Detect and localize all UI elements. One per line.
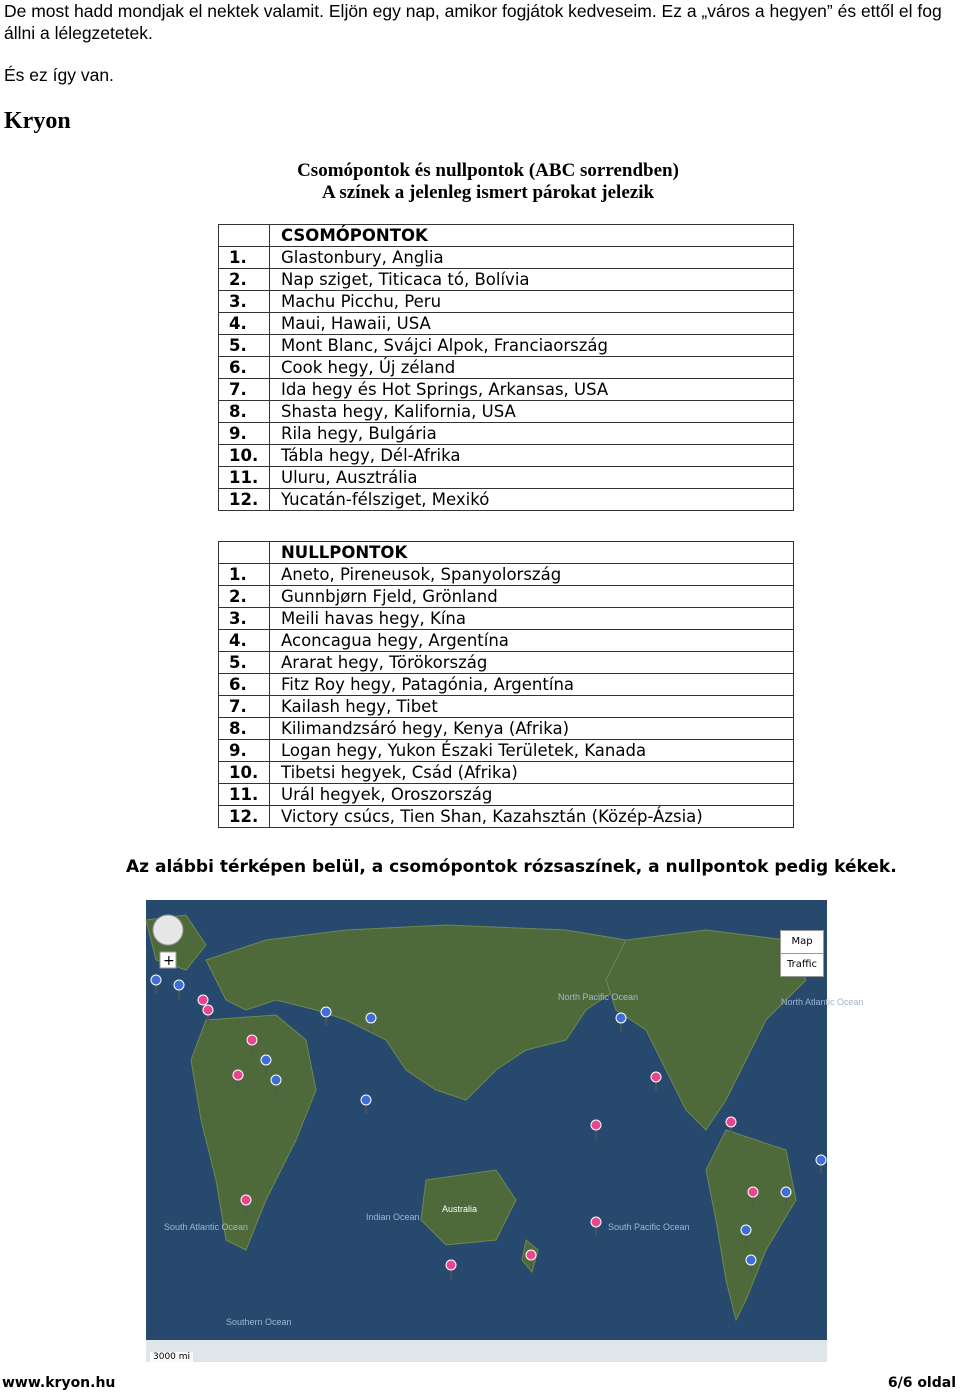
row-number: 5. bbox=[219, 335, 270, 357]
map-graphic bbox=[146, 900, 864, 1362]
table-row bbox=[219, 291, 794, 313]
row-number: 11. bbox=[219, 467, 270, 489]
nodes-title: CSOMÓPONTOK bbox=[270, 225, 794, 247]
table-row bbox=[219, 401, 794, 423]
row-location: Mont Blanc, Svájci Alpok, Franciaország bbox=[270, 335, 794, 357]
row-number: 6. bbox=[219, 357, 270, 379]
row-number: 7. bbox=[219, 696, 270, 718]
footer-site[interactable]: www.kryon.hu bbox=[2, 1375, 116, 1391]
row-number: 2. bbox=[219, 269, 270, 291]
south-america-landmass bbox=[706, 1130, 796, 1320]
author-name: Kryon bbox=[4, 108, 71, 134]
row-number: 9. bbox=[219, 423, 270, 445]
page-title: Csomópontok és nullpontok (ABC sorrendben) bbox=[297, 160, 679, 181]
table-row bbox=[219, 467, 794, 489]
row-number: 2. bbox=[219, 586, 270, 608]
row-location: Ararat hegy, Törökország bbox=[270, 652, 794, 674]
label-south-atlantic: South Atlantic Ocean bbox=[164, 1222, 249, 1232]
label-southern: Southern Ocean bbox=[226, 1317, 292, 1327]
label-south-pacific: South Pacific Ocean bbox=[608, 1222, 690, 1232]
row-location: Gunnbjørn Fjeld, Grönland bbox=[270, 586, 794, 608]
row-location: Ida hegy és Hot Springs, Arkansas, USA bbox=[270, 379, 794, 401]
africa-landmass bbox=[191, 1015, 316, 1250]
nullpoint-pin-icon[interactable] bbox=[321, 1007, 331, 1026]
row-number: 10. bbox=[219, 762, 270, 784]
nullpoint-pin-icon[interactable] bbox=[151, 975, 161, 994]
row-location: Aneto, Pireneusok, Spanyolország bbox=[270, 564, 794, 586]
row-location: Rila hegy, Bulgária bbox=[270, 423, 794, 445]
nullpoint-pin-icon[interactable] bbox=[174, 980, 184, 999]
antarctica-landmass bbox=[146, 1340, 827, 1362]
row-location: Kailash hegy, Tibet bbox=[270, 696, 794, 718]
intro-text bbox=[4, 0, 954, 86]
nullpoint-pin-icon[interactable] bbox=[361, 1095, 371, 1114]
row-location: Nap sziget, Titicaca tó, Bolívia bbox=[270, 269, 794, 291]
table-row bbox=[219, 247, 794, 269]
row-number: 1. bbox=[219, 564, 270, 586]
row-location: Kilimandzsáró hegy, Kenya (Afrika) bbox=[270, 718, 794, 740]
intro-paragraph: De most hadd mondjak el nektek valamit. Eljön egy nap, amikor fogjátok kedveseim. Ez a „város a hegyen” és ettől el fog állni a lélegzetetek. bbox=[4, 1, 942, 43]
label-indian: Indian Ocean bbox=[366, 1212, 420, 1222]
map-button[interactable]: Map bbox=[780, 930, 824, 954]
table-row bbox=[219, 489, 794, 511]
row-location: Shasta hegy, Kalifornia, USA bbox=[270, 401, 794, 423]
row-location: Machu Picchu, Peru bbox=[270, 291, 794, 313]
table-row bbox=[219, 357, 794, 379]
row-number: 5. bbox=[219, 652, 270, 674]
node-pin-icon[interactable] bbox=[651, 1072, 661, 1091]
table-header-row bbox=[219, 542, 794, 564]
row-number: 12. bbox=[219, 489, 270, 511]
intro-closing: És ez így van. bbox=[4, 65, 114, 85]
table-row bbox=[219, 652, 794, 674]
label-north-atlantic: North Atlantic Ocean bbox=[781, 997, 864, 1007]
row-location: Logan hegy, Yukon Északi Területek, Kanada bbox=[270, 740, 794, 762]
traffic-button[interactable]: Traffic bbox=[780, 953, 824, 977]
row-number: 11. bbox=[219, 784, 270, 806]
row-location: Uluru, Ausztrália bbox=[270, 467, 794, 489]
map-legend: Az alábbi térképen belül, a csomópontok rózsaszínek, a nullpontok pedig kékek. bbox=[126, 857, 897, 877]
page-subtitle: A színek a jelenleg ismert párokat jelezik bbox=[321, 182, 655, 203]
table-row bbox=[219, 806, 794, 828]
table-row bbox=[219, 608, 794, 630]
row-number: 7. bbox=[219, 379, 270, 401]
nullpoints-title: NULLPONTOK bbox=[270, 542, 794, 564]
table-row bbox=[219, 445, 794, 467]
map-scale: 3000 mi bbox=[150, 1352, 193, 1362]
nullpoint-pin-icon[interactable] bbox=[816, 1155, 826, 1174]
nullpoint-pin-icon[interactable] bbox=[616, 1013, 626, 1032]
table-row bbox=[219, 718, 794, 740]
node-pin-icon[interactable] bbox=[446, 1260, 456, 1279]
label-north-pacific: North Pacific Ocean bbox=[558, 992, 639, 1002]
node-pin-icon[interactable] bbox=[591, 1217, 601, 1236]
row-number: 4. bbox=[219, 630, 270, 652]
table-row bbox=[219, 674, 794, 696]
row-location: Fitz Roy hegy, Patagónia, Argentína bbox=[270, 674, 794, 696]
row-location: Tábla hegy, Dél-Afrika bbox=[270, 445, 794, 467]
row-location: Tibetsi hegyek, Csád (Afrika) bbox=[270, 762, 794, 784]
table-row bbox=[219, 586, 794, 608]
row-number: 10. bbox=[219, 445, 270, 467]
table-row bbox=[219, 762, 794, 784]
footer-page-number: 6/6 oldal bbox=[887, 1375, 956, 1391]
world-map[interactable] bbox=[146, 900, 864, 1362]
svg-text:+: + bbox=[163, 953, 175, 969]
row-location: Urál hegyek, Oroszország bbox=[270, 784, 794, 806]
row-number: 6. bbox=[219, 674, 270, 696]
row-location: Aconcagua hegy, Argentína bbox=[270, 630, 794, 652]
north-america-landmass bbox=[606, 930, 806, 1130]
row-location: Maui, Hawaii, USA bbox=[270, 313, 794, 335]
table-row bbox=[219, 269, 794, 291]
row-location: Yucatán-félsziget, Mexikó bbox=[270, 489, 794, 511]
row-number: 3. bbox=[219, 291, 270, 313]
row-location: Cook hegy, Új zéland bbox=[270, 357, 794, 379]
table-row bbox=[219, 335, 794, 357]
row-location: Victory csúcs, Tien Shan, Kazahsztán (Közép-Ázsia) bbox=[270, 806, 794, 828]
row-number: 9. bbox=[219, 740, 270, 762]
label-australia: Australia bbox=[442, 1204, 478, 1214]
row-number: 8. bbox=[219, 401, 270, 423]
table-row bbox=[219, 740, 794, 762]
row-location: Meili havas hegy, Kína bbox=[270, 608, 794, 630]
node-pin-icon[interactable] bbox=[591, 1120, 601, 1139]
table-row bbox=[219, 784, 794, 806]
nodes-table bbox=[218, 224, 794, 511]
row-number: 8. bbox=[219, 718, 270, 740]
table-header-row bbox=[219, 225, 794, 247]
table-row bbox=[219, 630, 794, 652]
table-row bbox=[219, 379, 794, 401]
table-row bbox=[219, 696, 794, 718]
table-row bbox=[219, 564, 794, 586]
row-number: 3. bbox=[219, 608, 270, 630]
table-row bbox=[219, 423, 794, 445]
nullpoints-table bbox=[218, 541, 794, 828]
row-number: 4. bbox=[219, 313, 270, 335]
table-row bbox=[219, 313, 794, 335]
row-number: 12. bbox=[219, 806, 270, 828]
row-location: Glastonbury, Anglia bbox=[270, 247, 794, 269]
row-number: 1. bbox=[219, 247, 270, 269]
